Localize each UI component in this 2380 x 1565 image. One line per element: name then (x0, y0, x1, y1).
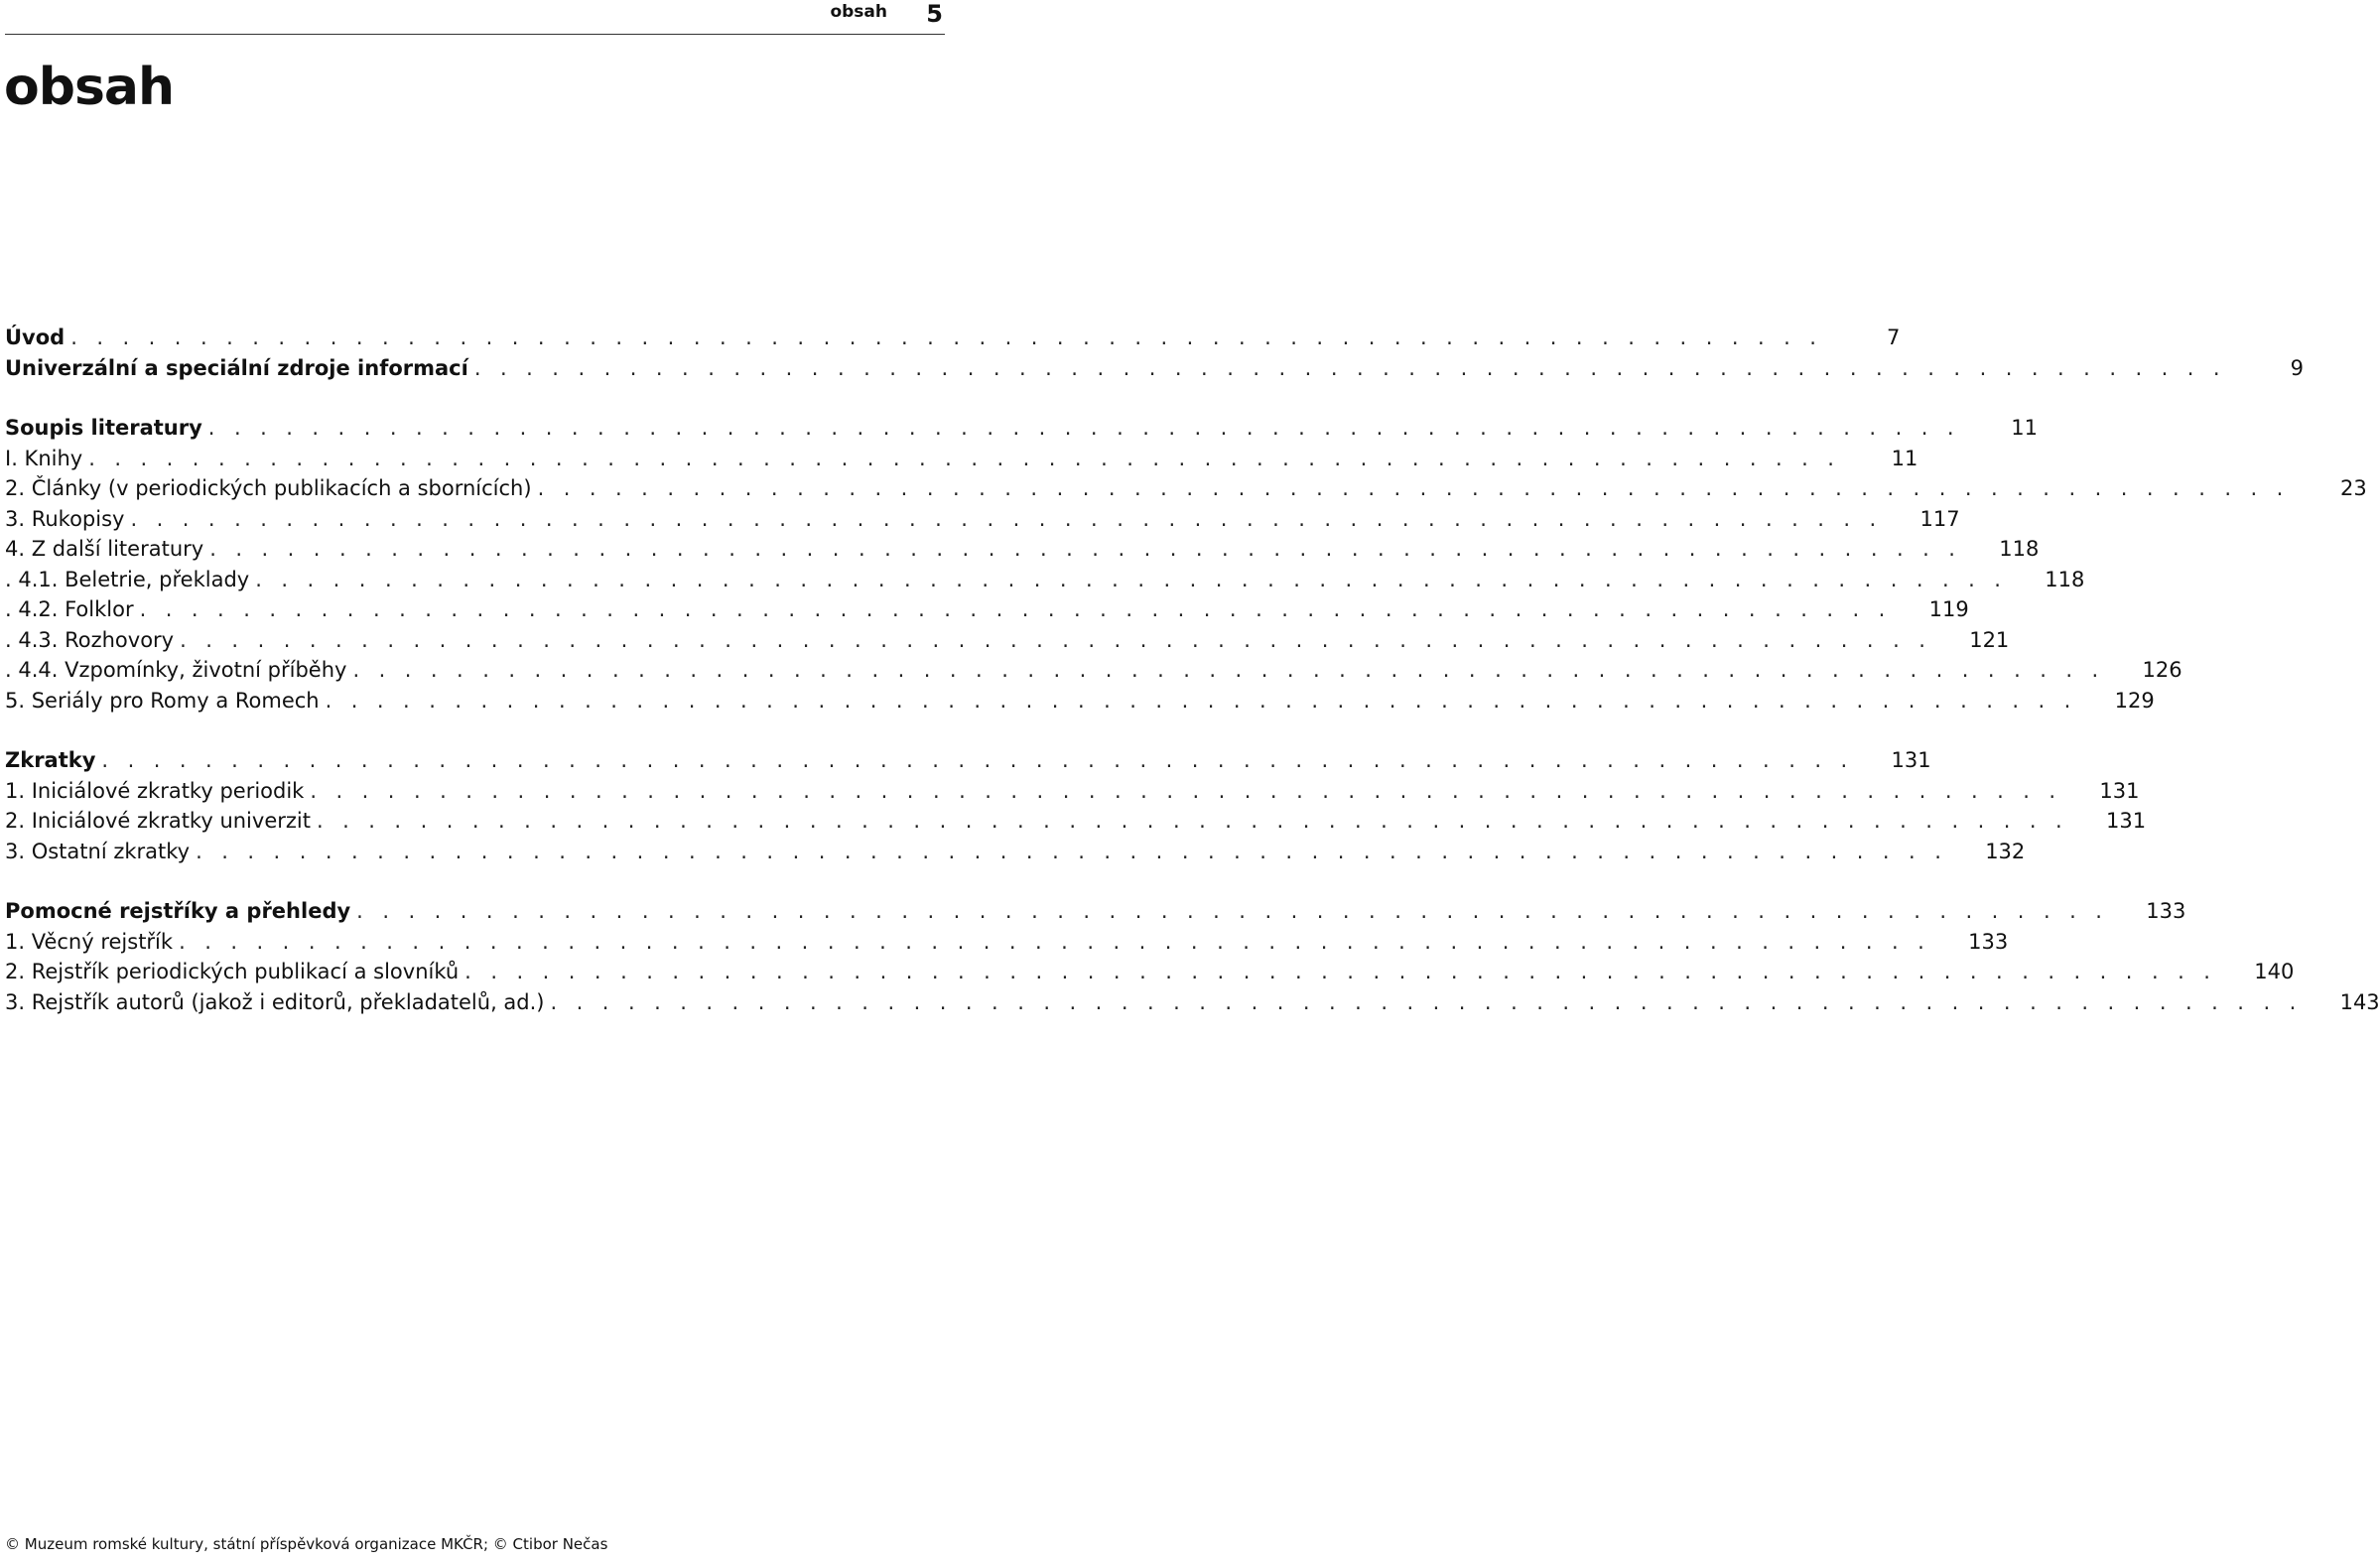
toc-entry (5, 534, 2040, 565)
toc-entry-page: 117 (1919, 506, 1960, 531)
dot-leader: . . . . . . . . . . . . . . . . . . . . . . . . . . . . . . . . . . . . . . . . . . . . . . . . . . . . . . . . . . . . . . . . . . . . (255, 567, 2008, 591)
toc-entry-page: 118 (1999, 537, 2040, 561)
toc-entry (5, 806, 2147, 837)
toc-entry (5, 927, 2009, 958)
page-number: 5 (926, 0, 943, 28)
dot-leader: . . . . . . . . . . . . . . . . . . . . . . . . . . . . . . . . . . . . . . . . . . . . . . . . . . . . . . . . . . . . . . . . . . . . (316, 809, 2069, 833)
toc-entry-page: 140 (2254, 960, 2295, 983)
toc-entry (5, 444, 1918, 474)
toc-entry-label: . 4.1. Beletrie, překlady (5, 567, 250, 591)
dot-leader: . . . . . . . . . . . . . . . . . . . . . . . . . . . . . . . . . . . . . . . . . . . . . . . . . . . . . . . . . . . . . . . . . . . . (207, 416, 1960, 440)
toc-entry-label: 2. Iniciálové zkratky univerzit (5, 809, 311, 833)
dot-leader: . . . . . . . . . . . . . . . . . . . . . . . . . . . . . . . . . . . . . . . . . . . . . . . . . . . . . . . . . . . . . . . . . . . . (139, 597, 1892, 621)
dot-leader: . . . . . . . . . . . . . . . . . . . . . . . . . . . . . . . . . . . . . . . . . . . . . . . . . . . . . . . . . . . . . . . . . . . . (356, 899, 2109, 923)
toc-entry-label: Univerzální a speciální zdroje informací (5, 355, 468, 380)
toc-entry-label: . 4.3. Rozhovory (5, 627, 175, 652)
toc-heading-entry (5, 323, 1901, 353)
toc-entry-page: 143 (2339, 989, 2380, 1014)
toc-entry-page: 11 (2011, 416, 2038, 440)
toc-entry-label: 2. Články (v periodických publikacích a sbornících) (5, 476, 532, 500)
toc-entry-label: . 4.2. Folklor (5, 597, 134, 621)
toc-entry-page: 7 (1887, 326, 1901, 349)
toc-entry (5, 504, 1960, 535)
dot-leader: . . . . . . . . . . . . . . . . . . . . . . . . . . . . . . . . . . . . . . . . . . . . . . . . . . . . . . . . . . . . . . . . . . . . (88, 446, 1841, 470)
toc-entry (5, 594, 1969, 625)
toc-heading-entry (5, 413, 2038, 444)
toc-entry (5, 686, 2155, 717)
dot-leader: . . . . . . . . . . . . . . . . . . . . . . . . . . . . . . . . . . . . . . . . . . . . . . . . . . . . . . . . . . . . . . . . . . . . (550, 989, 2303, 1014)
toc-entry (5, 655, 2182, 686)
toc-entry-label: I. Knihy (5, 446, 83, 470)
toc-group (5, 745, 2147, 866)
toc-group (5, 413, 2367, 716)
toc-entry-page: 9 (2290, 355, 2305, 380)
toc-entry-label: 3. Rejstřík autorů (jakož i editorů, překladatelů, ad.) (5, 989, 545, 1014)
dot-leader: . . . . . . . . . . . . . . . . . . . . . . . . . . . . . . . . . . . . . . . . . . . . . . . . . . . . . . . . . . . . . . . . . . . . (70, 326, 1823, 349)
dot-leader: . . . . . . . . . . . . . . . . . . . . . . . . . . . . . . . . . . . . . . . . . . . . . . . . . . . . . . . . . . . . . . . . . . . . (101, 748, 1854, 772)
toc-entry-page: 133 (1968, 929, 2009, 954)
toc-entry (5, 957, 2295, 987)
toc-entry-page: 121 (1969, 627, 2010, 652)
dot-leader: . . . . . . . . . . . . . . . . . . . . . . . . . . . . . . . . . . . . . . . . . . . . . . . . . . . . . . . . . . . . . . . . . . . . (537, 476, 2290, 500)
toc-group (5, 323, 2305, 383)
toc-entry (5, 473, 2367, 504)
toc-entry-page: 131 (2106, 809, 2147, 833)
toc-entry-label: 1. Iniciálové zkratky periodik (5, 778, 305, 803)
toc-entry-page: 126 (2142, 658, 2182, 682)
toc-entry-label: Pomocné rejstříky a přehledy (5, 899, 351, 923)
toc-entry-label: 1. Věcný rejstřík (5, 929, 174, 954)
toc-entry (5, 625, 2010, 656)
table-of-contents (5, 323, 2380, 1047)
toc-entry-page: 119 (1928, 597, 1969, 621)
toc-entry-label: Úvod (5, 326, 66, 349)
dot-leader: . . . . . . . . . . . . . . . . . . . . . . . . . . . . . . . . . . . . . . . . . . . . . . . . . . . . . . . . . . . . . . . . . . . . (352, 658, 2105, 682)
toc-entry-page: 131 (1891, 748, 1931, 772)
toc-entry-label: . 4.4. Vzpomínky, životní příběhy (5, 658, 347, 682)
toc-entry-label: Soupis literatury (5, 416, 202, 440)
toc-entry (5, 776, 2140, 807)
dot-leader: . . . . . . . . . . . . . . . . . . . . . . . . . . . . . . . . . . . . . . . . . . . . . . . . . . . . . . . . . . . . . . . . . . . . (180, 627, 1932, 652)
toc-heading-entry (5, 353, 2305, 384)
toc-entry (5, 987, 2380, 1018)
toc-entry-label: Zkratky (5, 748, 96, 772)
toc-entry-page: 118 (2045, 567, 2085, 591)
toc-entry (5, 837, 2026, 867)
header-rule (5, 34, 945, 35)
toc-group (5, 896, 2380, 1017)
toc-entry-page: 11 (1891, 446, 1918, 470)
toc-entry-page: 131 (2099, 778, 2140, 803)
running-head (0, 0, 953, 36)
dot-leader: . . . . . . . . . . . . . . . . . . . . . . . . . . . . . . . . . . . . . . . . . . . . . . . . . . . . . . . . . . . . . . . . . . . . (325, 688, 2077, 713)
dot-leader: . . . . . . . . . . . . . . . . . . . . . . . . . . . . . . . . . . . . . . . . . . . . . . . . . . . . . . . . . . . . . . . . . . . . (473, 355, 2227, 380)
toc-entry-page: 133 (2146, 899, 2186, 923)
toc-entry-label: 3. Rukopisy (5, 506, 125, 531)
toc-entry-page: 132 (1985, 839, 2026, 863)
dot-leader: . . . . . . . . . . . . . . . . . . . . . . . . . . . . . . . . . . . . . . . . . . . . . . . . . . . . . . . . . . . . . . . . . . . . (196, 839, 1948, 863)
dot-leader: . . . . . . . . . . . . . . . . . . . . . . . . . . . . . . . . . . . . . . . . . . . . . . . . . . . . . . . . . . . . . . . . . . . . (310, 778, 2062, 803)
toc-heading-entry (5, 896, 2186, 927)
copyright-footer: © Muzeum romské kultury, státní příspěvková organizace MKČR; © Ctibor Nečas (5, 1535, 608, 1553)
dot-leader: . . . . . . . . . . . . . . . . . . . . . . . . . . . . . . . . . . . . . . . . . . . . . . . . . . . . . . . . . . . . . . . . . . . . (209, 537, 1962, 561)
toc-entry-label: 4. Z další literatury (5, 537, 204, 561)
toc-entry-page: 129 (2114, 688, 2155, 713)
dot-leader: . . . . . . . . . . . . . . . . . . . . . . . . . . . . . . . . . . . . . . . . . . . . . . . . . . . . . . . . . . . . . . . . . . . . (464, 960, 2217, 983)
toc-entry-label: 3. Ostatní zkratky (5, 839, 191, 863)
toc-entry (5, 565, 2085, 595)
dot-leader: . . . . . . . . . . . . . . . . . . . . . . . . . . . . . . . . . . . . . . . . . . . . . . . . . . . . . . . . . . . . . . . . . . . . (130, 506, 1883, 531)
dot-leader: . . . . . . . . . . . . . . . . . . . . . . . . . . . . . . . . . . . . . . . . . . . . . . . . . . . . . . . . . . . . . . . . . . . . (179, 929, 1931, 954)
running-head-section: obsah (830, 2, 887, 22)
toc-entry-label: 5. Seriály pro Romy a Romech (5, 688, 320, 713)
toc-entry-label: 2. Rejstřík periodických publikací a slovníků (5, 960, 460, 983)
page-title: obsah (4, 58, 175, 117)
toc-heading-entry (5, 745, 1931, 776)
toc-entry-page: 23 (2340, 476, 2367, 500)
